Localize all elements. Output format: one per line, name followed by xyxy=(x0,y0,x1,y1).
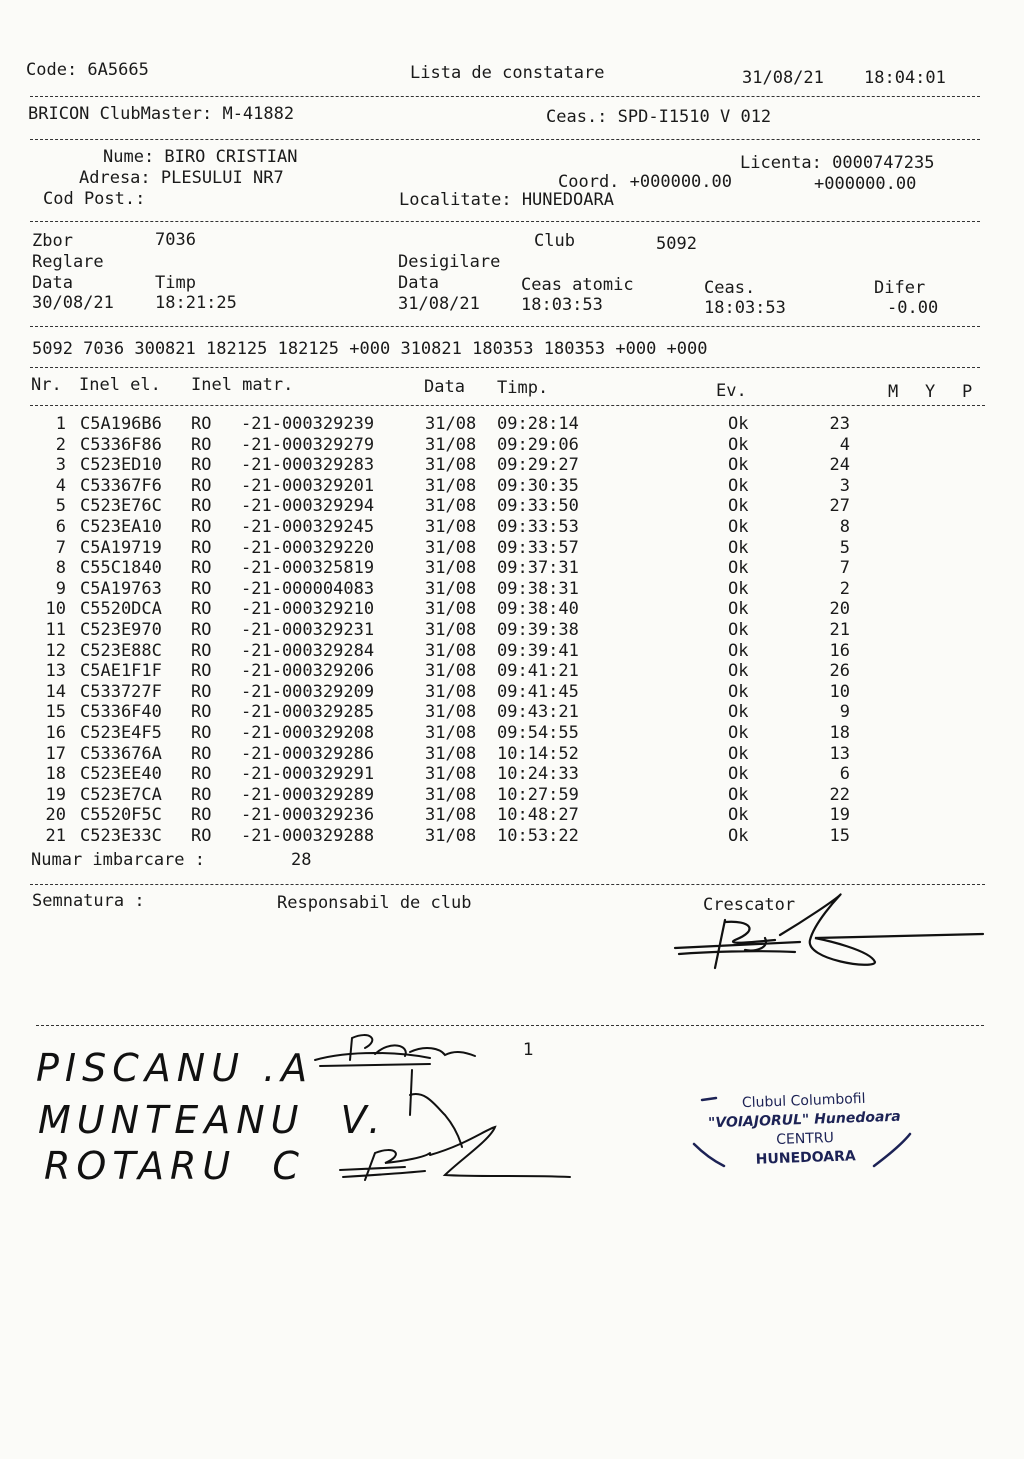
cell-matr: -21-000329209 xyxy=(241,681,375,702)
cell-matr: -21-000329210 xyxy=(241,599,375,620)
table-row xyxy=(0,805,1024,826)
cell-el: C5A196B6 xyxy=(80,414,162,434)
table-row xyxy=(0,414,1024,435)
cell-data: 31/08 xyxy=(425,681,477,702)
cell-co: RO xyxy=(191,475,212,496)
cell-co: RO xyxy=(191,764,212,785)
table-row xyxy=(0,496,1024,517)
cell-el: C5AE1F1F xyxy=(80,661,162,682)
cell-data: 31/08 xyxy=(425,537,477,558)
cell-matr: -21-000329220 xyxy=(241,537,375,558)
divider xyxy=(36,1025,984,1026)
cell-time: 09:33:57 xyxy=(497,537,579,558)
table-row xyxy=(0,455,1024,476)
cell-val: 18 xyxy=(829,723,850,743)
table-row xyxy=(0,682,1024,703)
cell-nr: 17 xyxy=(45,743,66,764)
divider xyxy=(30,221,980,222)
clock-label: Ceas. xyxy=(704,278,756,298)
cell-co: RO xyxy=(191,414,212,434)
divider xyxy=(30,405,985,406)
cell-val: 8 xyxy=(839,517,850,537)
cell-data: 31/08 xyxy=(425,414,477,434)
col-header-inel-el: Inel el. xyxy=(79,375,161,395)
cell-co: RO xyxy=(191,558,212,579)
reglare-time-label: Timp xyxy=(155,273,196,293)
cell-ev: Ok xyxy=(728,723,749,743)
cell-data: 31/08 xyxy=(425,475,477,496)
cell-time: 09:30:35 xyxy=(497,475,579,496)
cell-nr: 4 xyxy=(55,475,66,496)
cell-val: 4 xyxy=(839,434,850,455)
cell-data: 31/08 xyxy=(425,702,477,723)
cell-time: 09:37:31 xyxy=(497,558,579,579)
cell-el: C5520DCA xyxy=(80,599,162,620)
cell-ev: Ok xyxy=(728,620,749,640)
cell-matr: -21-000329201 xyxy=(241,475,375,496)
reglare-date: 30/08/21 xyxy=(32,293,114,313)
cell-co: RO xyxy=(191,743,212,764)
cell-matr: -21-000329288 xyxy=(241,826,375,846)
zbor-value: 7036 xyxy=(155,230,196,250)
owner-address: Adresa: PLESULUI NR7 xyxy=(79,168,284,188)
cell-ev: Ok xyxy=(728,517,749,537)
cell-co: RO xyxy=(191,702,212,723)
cell-nr: 11 xyxy=(45,620,66,640)
code-line: 5092 7036 300821 182125 182125 +000 310821 180353 180353 +000 +000 xyxy=(32,339,708,359)
divider xyxy=(30,96,980,97)
clock-device-label: Ceas.: SPD-I1510 V 012 xyxy=(546,107,772,127)
cell-el: C533676A xyxy=(80,743,162,764)
cell-co: RO xyxy=(191,640,212,661)
cell-data: 31/08 xyxy=(425,743,477,764)
divider xyxy=(30,367,980,368)
cell-el: C5336F86 xyxy=(80,434,162,455)
cell-matr: -21-000329286 xyxy=(241,743,375,764)
cell-ev: Ok xyxy=(728,414,749,434)
reglare-time: 18:21:25 xyxy=(155,293,237,313)
cell-matr: -21-000329239 xyxy=(241,414,375,434)
cell-matr: -21-000329206 xyxy=(241,661,375,682)
cell-data: 31/08 xyxy=(425,455,477,476)
breeder-signature xyxy=(665,890,995,980)
cell-co: RO xyxy=(191,723,212,743)
cell-time: 09:38:31 xyxy=(497,578,579,599)
cell-co: RO xyxy=(191,537,212,558)
stamp-line-4: HUNEDOARA xyxy=(755,1148,856,1168)
desigilare-label: Desigilare xyxy=(398,252,501,272)
col-header-inel-matr: Inel matr. xyxy=(191,375,294,395)
page-number: 1 xyxy=(523,1040,534,1060)
table-row xyxy=(0,826,1024,847)
coordinates: Coord. +000000.00 xyxy=(558,172,732,192)
cell-matr: -21-000004083 xyxy=(241,578,375,599)
cell-ev: Ok xyxy=(728,537,749,558)
cell-co: RO xyxy=(191,517,212,537)
col-header-m: M xyxy=(888,382,899,402)
atomic-time: 18:03:53 xyxy=(521,295,603,315)
cell-val: 21 xyxy=(829,620,850,640)
cell-val: 9 xyxy=(839,702,850,723)
cell-time: 09:38:40 xyxy=(497,599,579,620)
cell-data: 31/08 xyxy=(425,784,477,805)
stamp-marks xyxy=(690,1094,920,1184)
cell-ev: Ok xyxy=(728,455,749,476)
cell-data: 31/08 xyxy=(425,805,477,826)
cell-ev: Ok xyxy=(728,578,749,599)
cell-el: C523E76C xyxy=(80,496,162,517)
cell-val: 10 xyxy=(829,681,850,702)
clock-time: 18:03:53 xyxy=(704,298,786,318)
header-date: 31/08/21 xyxy=(742,68,824,88)
cell-matr: -21-000329279 xyxy=(241,434,375,455)
cell-nr: 9 xyxy=(55,578,66,599)
divider xyxy=(30,884,985,885)
cell-time: 10:27:59 xyxy=(497,784,579,805)
cell-el: C523E970 xyxy=(80,620,162,640)
coordinates-second: +000000.00 xyxy=(814,174,917,194)
table-row xyxy=(0,517,1024,538)
cell-nr: 16 xyxy=(45,723,66,743)
boarding-value: 28 xyxy=(291,850,312,870)
cell-time: 09:33:53 xyxy=(497,517,579,537)
clubmaster-label: BRICON ClubMaster: M-41882 xyxy=(28,104,295,124)
cell-matr: -21-000329291 xyxy=(241,764,375,785)
cell-co: RO xyxy=(191,455,212,476)
cell-val: 3 xyxy=(839,475,850,496)
cell-val: 5 xyxy=(839,537,850,558)
cell-data: 31/08 xyxy=(425,764,477,785)
cell-val: 24 xyxy=(829,455,850,476)
cell-co: RO xyxy=(191,496,212,517)
cell-data: 31/08 xyxy=(425,496,477,517)
cell-data: 31/08 xyxy=(425,640,477,661)
cell-time: 09:33:50 xyxy=(497,496,579,517)
cell-ev: Ok xyxy=(728,681,749,702)
desigilare-date: 31/08/21 xyxy=(398,294,480,314)
handwritten-signature-3 xyxy=(335,1125,575,1195)
cell-data: 31/08 xyxy=(425,661,477,682)
divider xyxy=(30,326,980,327)
cell-el: C523ED10 xyxy=(80,455,162,476)
cell-time: 10:24:33 xyxy=(497,764,579,785)
cell-nr: 18 xyxy=(45,764,66,785)
col-header-data: Data xyxy=(424,377,465,397)
handwritten-name-1: PISCANU .A xyxy=(36,1046,314,1090)
cell-matr: -21-000329283 xyxy=(241,455,375,476)
cell-matr: -21-000329285 xyxy=(241,702,375,723)
cell-el: C523EE40 xyxy=(80,764,162,785)
cell-matr: -21-000325819 xyxy=(241,558,375,579)
cell-el: C523E88C xyxy=(80,640,162,661)
signature-label: Semnatura : xyxy=(32,891,145,911)
cell-time: 10:53:22 xyxy=(497,826,579,846)
cell-val: 16 xyxy=(829,640,850,661)
cell-val: 15 xyxy=(829,826,850,846)
cell-matr: -21-000329231 xyxy=(241,620,375,640)
cell-time: 09:43:21 xyxy=(497,702,579,723)
cell-val: 2 xyxy=(839,578,850,599)
cell-nr: 1 xyxy=(55,414,66,434)
cell-val: 13 xyxy=(829,743,850,764)
col-header-nr: Nr. xyxy=(31,375,62,395)
cell-el: C533727F xyxy=(80,681,162,702)
cell-nr: 21 xyxy=(45,826,66,846)
cell-val: 20 xyxy=(829,599,850,620)
cell-ev: Ok xyxy=(728,599,749,620)
cell-ev: Ok xyxy=(728,475,749,496)
reglare-date-label: Data xyxy=(32,273,73,293)
cell-time: 09:39:38 xyxy=(497,620,579,640)
cell-ev: Ok xyxy=(728,640,749,661)
cell-nr: 2 xyxy=(55,434,66,455)
cell-nr: 10 xyxy=(45,599,66,620)
cell-nr: 19 xyxy=(45,784,66,805)
cell-ev: Ok xyxy=(728,784,749,805)
cell-matr: -21-000329284 xyxy=(241,640,375,661)
cell-co: RO xyxy=(191,434,212,455)
cell-co: RO xyxy=(191,805,212,826)
cell-co: RO xyxy=(191,784,212,805)
zbor-label: Zbor xyxy=(32,231,73,251)
code-label: Code: 6A5665 xyxy=(26,60,149,80)
cell-ev: Ok xyxy=(728,743,749,764)
cell-co: RO xyxy=(191,661,212,682)
cell-ev: Ok xyxy=(728,702,749,723)
header-time: 18:04:01 xyxy=(864,68,946,88)
table-row xyxy=(0,599,1024,620)
cell-nr: 12 xyxy=(45,640,66,661)
reglare-label: Reglare xyxy=(32,252,104,272)
locality: Localitate: HUNEDOARA xyxy=(399,190,614,210)
table-row xyxy=(0,538,1024,559)
cell-ev: Ok xyxy=(728,434,749,455)
cell-data: 31/08 xyxy=(425,517,477,537)
stamp-line-1: Clubul Columbofil xyxy=(741,1090,866,1112)
cell-co: RO xyxy=(191,826,212,846)
owner-name: Nume: BIRO CRISTIAN xyxy=(103,147,298,167)
cell-data: 31/08 xyxy=(425,434,477,455)
cell-matr: -21-000329236 xyxy=(241,805,375,826)
cell-ev: Ok xyxy=(728,496,749,517)
table-row xyxy=(0,435,1024,456)
cell-el: C53367F6 xyxy=(80,475,162,496)
cell-nr: 3 xyxy=(55,455,66,476)
cell-matr: -21-000329208 xyxy=(241,723,375,743)
club-label: Club xyxy=(534,231,575,251)
cell-co: RO xyxy=(191,599,212,620)
cell-el: C5336F40 xyxy=(80,702,162,723)
cell-matr: -21-000329245 xyxy=(241,517,375,537)
cell-matr: -21-000329294 xyxy=(241,496,375,517)
table-row xyxy=(0,723,1024,744)
cell-val: 22 xyxy=(829,784,850,805)
table-row xyxy=(0,764,1024,785)
cell-time: 09:39:41 xyxy=(497,640,579,661)
difference-label: Difer xyxy=(874,278,926,298)
table-row xyxy=(0,620,1024,641)
cell-ev: Ok xyxy=(728,805,749,826)
cell-nr: 8 xyxy=(55,558,66,579)
cell-nr: 7 xyxy=(55,537,66,558)
table-row xyxy=(0,661,1024,682)
table-row xyxy=(0,641,1024,662)
cell-data: 31/08 xyxy=(425,599,477,620)
cell-time: 09:54:55 xyxy=(497,723,579,743)
cell-time: 09:29:27 xyxy=(497,455,579,476)
cell-val: 26 xyxy=(829,661,850,682)
license-number: Licenta: 0000747235 xyxy=(740,153,935,173)
cell-ev: Ok xyxy=(728,661,749,682)
cell-el: C5A19719 xyxy=(80,537,162,558)
cell-ev: Ok xyxy=(728,558,749,579)
cell-nr: 13 xyxy=(45,661,66,682)
table-row xyxy=(0,579,1024,600)
stamp-line-2: "VOIAJORUL" Hunedoara xyxy=(707,1108,902,1132)
cell-time: 09:41:45 xyxy=(497,681,579,702)
atomic-clock-label: Ceas atomic xyxy=(521,275,634,295)
table-row xyxy=(0,744,1024,765)
cell-time: 09:41:21 xyxy=(497,661,579,682)
cell-data: 31/08 xyxy=(425,620,477,640)
table-row xyxy=(0,476,1024,497)
cell-nr: 5 xyxy=(55,496,66,517)
cell-el: C523E33C xyxy=(80,826,162,846)
divider xyxy=(30,139,980,140)
cell-el: C523E7CA xyxy=(80,784,162,805)
cell-el: C523EA10 xyxy=(80,517,162,537)
cell-val: 6 xyxy=(839,764,850,785)
difference-value: -0.00 xyxy=(887,298,939,318)
cell-el: C523E4F5 xyxy=(80,723,162,743)
cell-nr: 20 xyxy=(45,805,66,826)
handwritten-name-3: ROTARU C xyxy=(44,1144,305,1188)
document-title: Lista de constatare xyxy=(410,63,605,83)
cell-el: C55C1840 xyxy=(80,558,162,579)
cell-data: 31/08 xyxy=(425,723,477,743)
club-value: 5092 xyxy=(656,234,697,254)
table-row xyxy=(0,785,1024,806)
boarding-label: Numar imbarcare : xyxy=(31,850,205,870)
cell-time: 10:14:52 xyxy=(497,743,579,764)
cell-time: 09:28:14 xyxy=(497,414,579,434)
club-responsible-label: Responsabil de club xyxy=(277,893,472,913)
cell-nr: 14 xyxy=(45,681,66,702)
cell-val: 19 xyxy=(829,805,850,826)
cell-time: 09:29:06 xyxy=(497,434,579,455)
cell-nr: 15 xyxy=(45,702,66,723)
table-row xyxy=(0,702,1024,723)
cell-val: 23 xyxy=(829,414,850,434)
cell-el: C5A19763 xyxy=(80,578,162,599)
cell-val: 27 xyxy=(829,496,850,517)
cell-matr: -21-000329289 xyxy=(241,784,375,805)
handwritten-name-2: MUNTEANU V. xyxy=(38,1098,387,1142)
desigilare-date-label: Data xyxy=(398,273,439,293)
cell-val: 7 xyxy=(839,558,850,579)
stamp-line-3: CENTRU xyxy=(775,1129,835,1148)
cell-ev: Ok xyxy=(728,764,749,785)
col-header-y: Y xyxy=(925,382,936,402)
breeder-label: Crescator xyxy=(703,895,796,915)
cell-time: 10:48:27 xyxy=(497,805,579,826)
cell-nr: 6 xyxy=(55,517,66,537)
cell-data: 31/08 xyxy=(425,578,477,599)
col-header-ev: Ev. xyxy=(716,381,747,401)
postcode-label: Cod Post.: xyxy=(43,189,146,209)
table-row xyxy=(0,558,1024,579)
cell-co: RO xyxy=(191,620,212,640)
col-header-timp: Timp. xyxy=(497,378,549,398)
cell-data: 31/08 xyxy=(425,558,477,579)
cell-co: RO xyxy=(191,681,212,702)
cell-ev: Ok xyxy=(728,826,749,846)
cell-co: RO xyxy=(191,578,212,599)
col-header-p: P xyxy=(962,382,973,402)
cell-data: 31/08 xyxy=(425,826,477,846)
cell-el: C5520F5C xyxy=(80,805,162,826)
